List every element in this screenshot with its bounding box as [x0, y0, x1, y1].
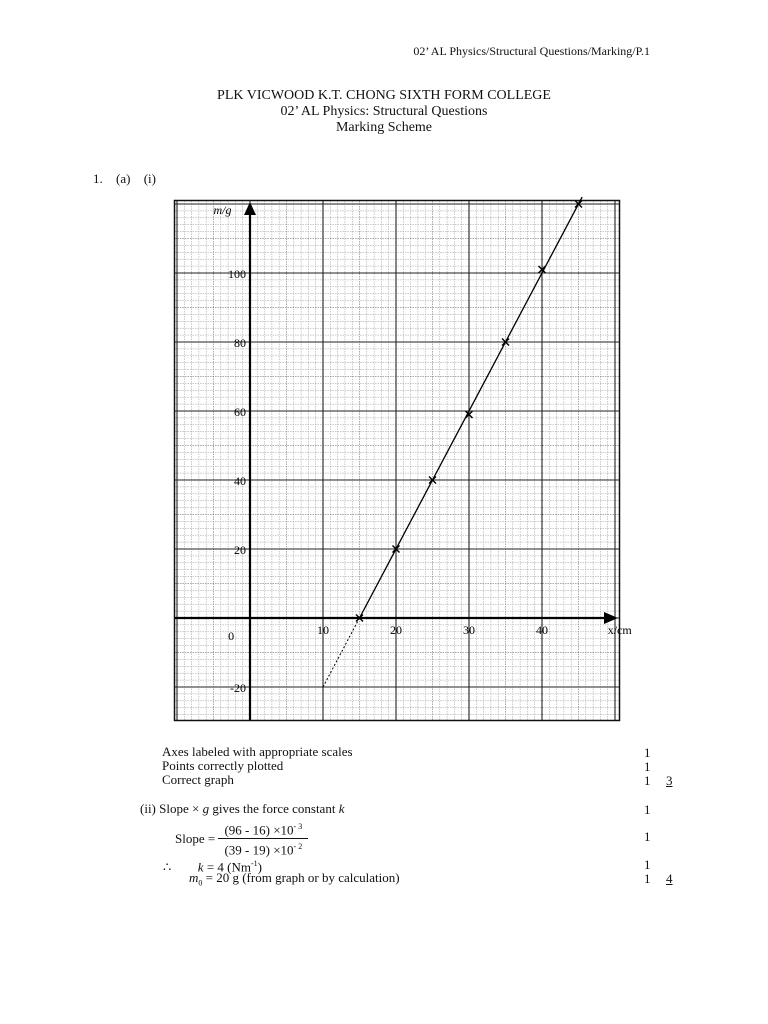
part-i-total: 3	[666, 773, 673, 788]
y-tick-label: -20	[230, 681, 246, 695]
k-symbol: k	[197, 859, 204, 875]
criterion-points: Points correctly plotted	[162, 758, 284, 773]
part-ii-label: (ii)	[140, 801, 156, 816]
symbol-g: g	[202, 801, 210, 816]
slope-numerator: $(96 - 16) \times 10^{- 3}$	[218, 820, 308, 839]
college-name: PLK VICWOOD K.T. CHONG SIXTH FORM COLLEGE	[217, 88, 551, 103]
slope-mark: 1	[644, 829, 651, 844]
slope-denominator: $(39 - 19) \times 10^{- 2}$	[224, 842, 303, 858]
x-tick-label: 30	[463, 623, 475, 637]
y-tick-label: 100	[228, 267, 246, 281]
y-tick-label: 60	[234, 405, 246, 419]
statement-text: Slope ×	[159, 801, 200, 816]
statement-text-mid: gives the force constant	[212, 801, 336, 816]
graph-paper-chart	[174, 200, 632, 722]
y-tick-label: 80	[234, 336, 246, 350]
m0-symbol: m	[189, 870, 199, 885]
y-axis-label: m/g	[213, 203, 232, 217]
x-tick-label: 40	[536, 623, 548, 637]
data-series	[323, 197, 582, 687]
k-mark: 1	[644, 857, 651, 872]
x-tick-label: 10	[317, 623, 329, 637]
x-tick-label: 20	[390, 623, 402, 637]
scheme-title: Marking Scheme	[335, 120, 433, 135]
question-label	[93, 171, 166, 187]
criterion-axes: Axes labeled with appropriate scales	[162, 744, 353, 759]
k-result: ∴ k = 4 $(Nm^{-1})$	[163, 859, 262, 875]
slope-label: Slope =	[175, 830, 216, 846]
paper-title: 02’ AL Physics: Structural Questions	[280, 104, 488, 119]
part-ii-statement-mark: 1	[644, 802, 651, 817]
criterion-points-mark: 1	[644, 759, 651, 774]
slope-fraction	[218, 820, 308, 858]
title-block	[0, 88, 768, 136]
question-part: (a)	[116, 171, 131, 186]
y-tick-label: 20	[234, 543, 246, 557]
criterion-graph-mark: 1	[644, 773, 651, 788]
criterion-axes-mark: 1	[644, 745, 651, 760]
best-fit-line	[360, 197, 583, 618]
m0-result: $m_0 = 20$ g (from graph or by calculation)	[189, 870, 400, 888]
question-subpart: (i)	[143, 171, 156, 186]
page-reference: 02’ AL Physics/Structural Questions/Marking/P.1	[413, 44, 650, 58]
slope-equation	[175, 820, 308, 858]
origin-label: 0	[228, 629, 235, 643]
criterion-graph: Correct graph	[162, 772, 234, 787]
question-number: 1.	[93, 171, 103, 186]
x-axis-label: x/cm	[607, 623, 632, 637]
tick-labels	[228, 267, 548, 695]
m0-mark: 1	[644, 871, 651, 886]
therefore-symbol: ∴	[163, 859, 172, 875]
y-tick-label: 40	[234, 474, 246, 488]
part-ii-statement	[140, 802, 344, 816]
symbol-k: k	[338, 801, 345, 816]
part-ii-total: 4	[666, 871, 673, 886]
